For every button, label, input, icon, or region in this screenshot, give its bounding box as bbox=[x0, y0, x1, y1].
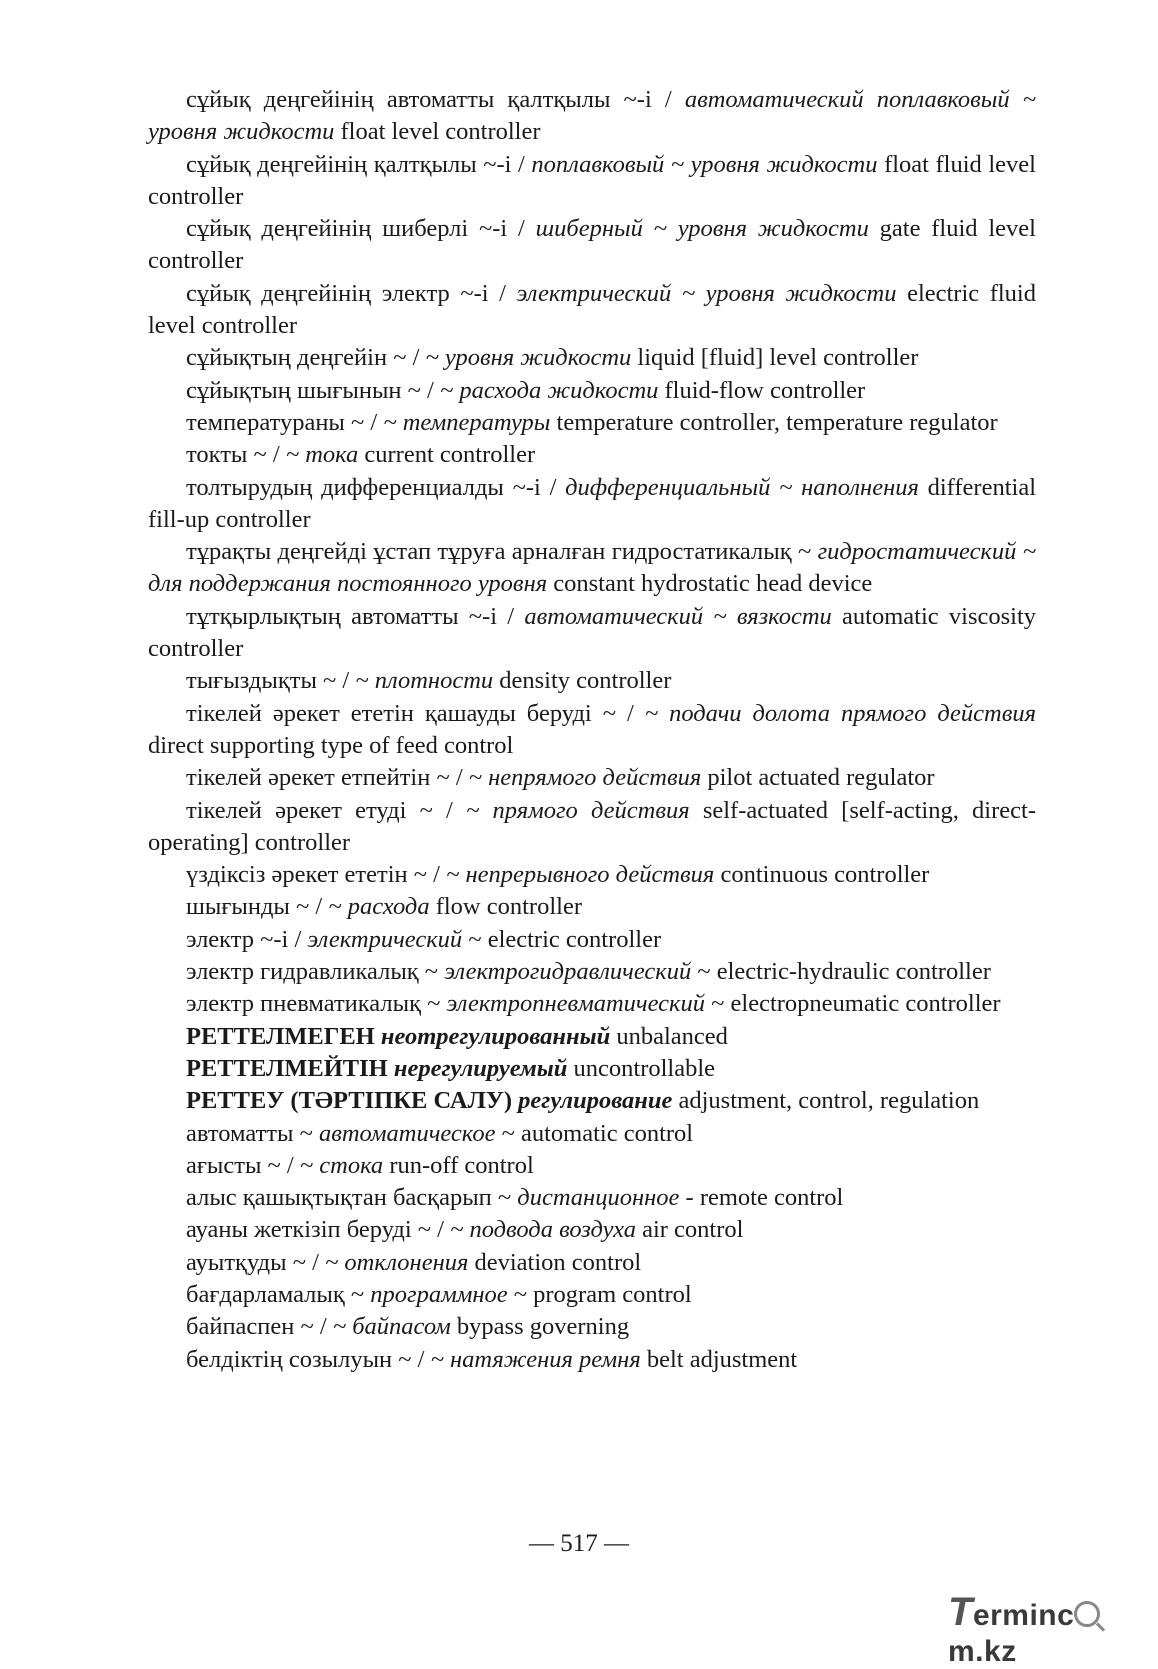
english-term: deviation control bbox=[468, 1248, 642, 1276]
english-term: flow controller bbox=[429, 893, 582, 921]
russian-term: электрический ~ уровня жидкости bbox=[516, 279, 897, 307]
kazakh-term: белдіктің созылуын ~ / bbox=[186, 1345, 431, 1373]
english-term: ~ electric-hydraulic controller bbox=[691, 958, 991, 986]
english-term: float level controller bbox=[334, 118, 541, 146]
entry-19 bbox=[148, 988, 1036, 1020]
entry-4 bbox=[148, 342, 1036, 374]
russian-term: шиберный ~ уровня жидкости bbox=[535, 215, 869, 243]
kazakh-headword: РЕТТЕЛМЕГЕН bbox=[186, 1022, 381, 1050]
russian-term: ~ подачи долота прямого действия bbox=[644, 699, 1036, 727]
russian-term: дистанционное bbox=[517, 1184, 680, 1212]
russian-term: ~ прямого действия bbox=[466, 796, 690, 824]
entry-28 bbox=[148, 1279, 1036, 1311]
english-term: float fluid level controller bbox=[148, 150, 1036, 210]
dictionary-entries bbox=[148, 84, 1036, 1376]
kazakh-term: тікелей әрекет етуді ~ / bbox=[186, 796, 467, 824]
english-term: air control bbox=[635, 1216, 744, 1244]
entry-24 bbox=[148, 1150, 1036, 1182]
entry-13 bbox=[148, 762, 1036, 794]
kazakh-term: толтырудың дифференциалды ~-і / bbox=[186, 473, 566, 501]
magnifier-icon bbox=[1074, 1601, 1100, 1627]
english-term: differential fill-up controller bbox=[148, 473, 1037, 533]
english-term: electric fluid level controller bbox=[148, 279, 1036, 340]
entry-5 bbox=[148, 375, 1036, 407]
english-term: ~ automatic control bbox=[495, 1119, 694, 1147]
russian-term: программное bbox=[370, 1280, 508, 1308]
kazakh-term: ауытқуды ~ / bbox=[186, 1248, 326, 1276]
english-term: self-actuated [self-acting, direct-operating] controller bbox=[148, 796, 1036, 856]
english-term: gate fluid level controller bbox=[148, 215, 1036, 275]
kazakh-term: сұйық деңгейінің автоматты қалтқылы ~-і / bbox=[186, 86, 685, 113]
kazakh-term: электр гидравликалық ~ bbox=[186, 958, 445, 986]
english-term: continuous controller bbox=[714, 861, 930, 889]
page-number: — 517 — bbox=[529, 1530, 629, 1557]
english-term: density controller bbox=[493, 667, 672, 695]
russian-term: ~ расхода жидкости bbox=[439, 376, 659, 404]
kazakh-term: тікелей әрекет ететін қашауды беруді ~ / bbox=[186, 699, 645, 727]
russian-headword: неотрегулированный bbox=[380, 1022, 611, 1050]
russian-term: ~ уровня жидкости bbox=[425, 344, 632, 372]
entry-18 bbox=[148, 956, 1036, 988]
english-term: unbalanced bbox=[610, 1022, 728, 1050]
entry-9 bbox=[148, 536, 1036, 601]
english-term: current controller bbox=[358, 441, 536, 469]
headword-entry-20 bbox=[148, 1021, 1036, 1053]
english-term: ~ electric controller bbox=[462, 925, 662, 953]
entry-29 bbox=[148, 1311, 1036, 1343]
kazakh-term: тығыздықты ~ / bbox=[186, 667, 356, 695]
kazakh-term: автоматты ~ bbox=[186, 1119, 319, 1147]
russian-term: автоматическое bbox=[318, 1119, 496, 1147]
english-term: adjustment, control, regulation bbox=[672, 1087, 980, 1115]
kazakh-term: электр ~-і / bbox=[186, 925, 308, 953]
english-term: fluid-flow controller bbox=[658, 376, 866, 404]
kazakh-term: үздіксіз әрекет ететін ~ / bbox=[186, 861, 447, 889]
entry-0 bbox=[148, 84, 1036, 149]
english-term: run-off control bbox=[383, 1151, 534, 1179]
english-term: liquid [fluid] level controller bbox=[631, 344, 919, 372]
kazakh-term: сұйық деңгейінің шиберлі ~-і / bbox=[186, 215, 536, 243]
russian-term: ~ стока bbox=[299, 1151, 384, 1179]
entry-2 bbox=[148, 213, 1036, 278]
entry-17 bbox=[148, 924, 1036, 956]
russian-term: ~ байпасом bbox=[332, 1313, 451, 1341]
russian-headword: нерегулируемый bbox=[393, 1054, 568, 1082]
english-term: uncontrollable bbox=[567, 1054, 716, 1082]
english-term: direct supporting type of feed control bbox=[148, 731, 514, 759]
kazakh-term: шығынды ~ / bbox=[186, 893, 329, 921]
kazakh-term: ағысты ~ / bbox=[186, 1151, 300, 1179]
entry-10 bbox=[148, 601, 1036, 666]
entry-23 bbox=[148, 1118, 1036, 1150]
entry-3 bbox=[148, 278, 1036, 343]
russian-term: ~ непрерывного действия bbox=[446, 861, 715, 889]
english-term: pilot actuated regulator bbox=[701, 764, 935, 792]
russian-term: ~ расхода bbox=[328, 893, 430, 921]
kazakh-term: сұйықтың деңгейін ~ / bbox=[186, 344, 426, 372]
entry-11 bbox=[148, 665, 1036, 697]
kazakh-term: ауаны жеткізіп беруді ~ / bbox=[186, 1216, 451, 1244]
russian-term: автоматический ~ вязкости bbox=[524, 602, 832, 630]
kazakh-term: электр пневматикалық ~ bbox=[186, 990, 447, 1018]
kazakh-term: сұйықтың шығынын ~ / bbox=[186, 376, 440, 404]
kazakh-term: тұрақты деңгейді ұстап тұруға арналған гидростатикалық ~ bbox=[186, 538, 818, 566]
entry-1 bbox=[148, 149, 1036, 214]
english-term: belt adjustment bbox=[640, 1345, 798, 1373]
entry-26 bbox=[148, 1214, 1036, 1246]
kazakh-term: бағдарламалық ~ bbox=[186, 1280, 371, 1308]
russian-term: поплавковый ~ уровня жидкости bbox=[531, 150, 878, 178]
kazakh-term: сұйық деңгейінің электр ~-і / bbox=[186, 279, 517, 307]
english-term: ~ electropneumatic controller bbox=[705, 990, 1001, 1018]
logo-letter: T bbox=[948, 1590, 973, 1634]
russian-term: электропневматический bbox=[446, 990, 706, 1018]
kazakh-term: алыс қашықтықтан басқарып ~ bbox=[186, 1184, 518, 1212]
entry-7 bbox=[148, 439, 1036, 471]
entry-12 bbox=[148, 698, 1036, 763]
kazakh-headword: РЕТТЕЛМЕЙТІН bbox=[186, 1054, 394, 1082]
kazakh-term: сұйық деңгейінің қалтқылы ~-і / bbox=[186, 150, 532, 178]
kazakh-term: температураны ~ / bbox=[186, 408, 384, 436]
entry-15 bbox=[148, 859, 1036, 891]
entry-16 bbox=[148, 891, 1036, 923]
kazakh-term: тұтқырлықтың автоматты ~-і / bbox=[186, 602, 525, 630]
russian-term: ~ тока bbox=[285, 441, 359, 469]
english-term: bypass governing bbox=[450, 1313, 630, 1341]
russian-term: электрический bbox=[307, 925, 463, 953]
kazakh-term: токты ~ / bbox=[186, 441, 286, 469]
russian-term: ~ подвода воздуха bbox=[450, 1216, 636, 1244]
entry-30 bbox=[148, 1344, 1036, 1376]
russian-term: гидростатический ~ для поддержания постоянного уровня bbox=[148, 538, 1036, 598]
russian-term: электрогидравлический bbox=[444, 958, 692, 986]
logo-text-a: erminc bbox=[972, 1599, 1075, 1632]
russian-term: ~ натяжения ремня bbox=[430, 1345, 641, 1373]
english-term: temperature controller, temperature regulator bbox=[550, 408, 998, 436]
entry-8 bbox=[148, 472, 1036, 537]
headword-entry-21 bbox=[148, 1053, 1036, 1085]
russian-term: автоматический поплавковый ~ уровня жидкости bbox=[148, 86, 1036, 146]
entry-6 bbox=[148, 407, 1036, 439]
russian-term: ~ температуры bbox=[383, 408, 551, 436]
english-term: ~ program control bbox=[507, 1280, 692, 1308]
russian-term: ~ плотности bbox=[355, 667, 494, 695]
english-term: constant hydrostatic head device bbox=[547, 570, 873, 598]
kazakh-term: тікелей әрекет етпейтін ~ / bbox=[186, 764, 469, 792]
entry-14 bbox=[148, 795, 1036, 860]
logo-text-b: m.kz bbox=[948, 1635, 1017, 1668]
english-term: automatic viscosity controller bbox=[148, 602, 1036, 663]
kazakh-term: байпаспен ~ / bbox=[186, 1313, 333, 1341]
russian-term: ~ отклонения bbox=[325, 1248, 469, 1276]
termincom-watermark-logo bbox=[948, 1590, 1158, 1669]
russian-term: ~ непрямого действия bbox=[468, 764, 702, 792]
entry-27 bbox=[148, 1247, 1036, 1279]
russian-term: дифференциальный ~ наполнения bbox=[565, 473, 919, 501]
headword-entry-22 bbox=[148, 1085, 1036, 1117]
english-term: - remote control bbox=[679, 1184, 844, 1212]
entry-25 bbox=[148, 1182, 1036, 1214]
russian-headword: регулирование bbox=[518, 1087, 673, 1115]
kazakh-headword: РЕТТЕУ (ТӘРТІПКЕ САЛУ) bbox=[186, 1087, 519, 1115]
